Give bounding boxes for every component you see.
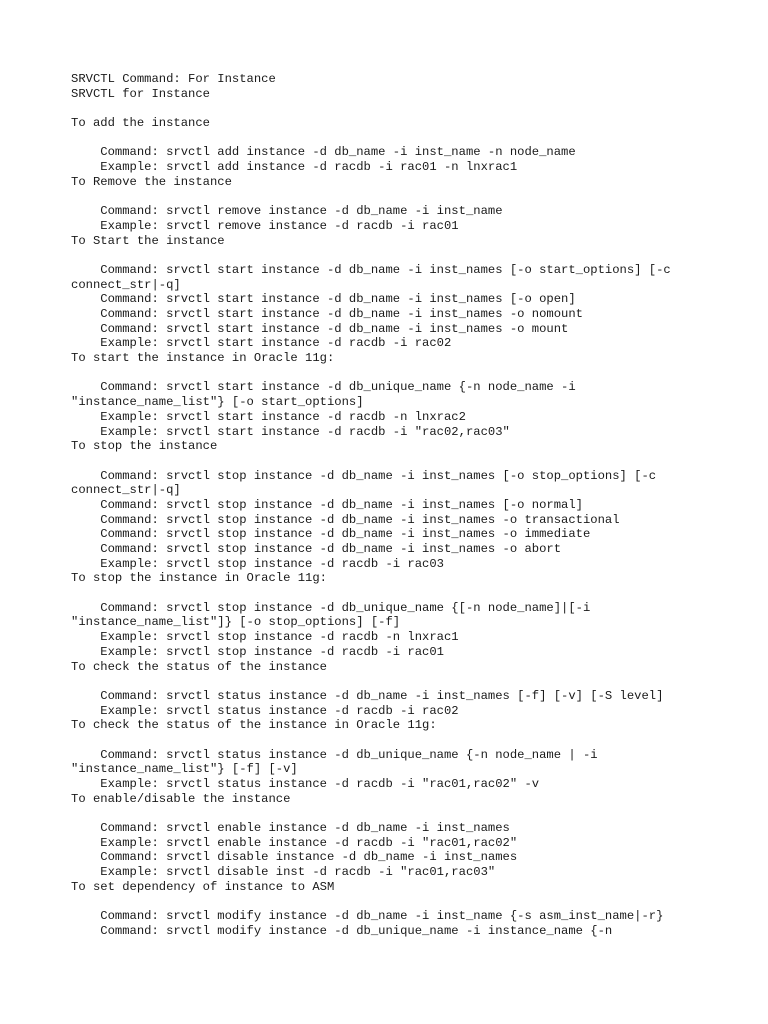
command-line: Command: srvctl stop instance -d db_name -i inst_names [-o normal]	[71, 497, 583, 512]
command-line: Command: srvctl start instance -d db_name -i inst_names [-o open]	[71, 292, 576, 307]
blank-line	[71, 248, 751, 263]
blank-line	[71, 101, 751, 116]
command-continuation-line: "instance_name_list"]} [-o stop_options] [-f]	[71, 615, 401, 630]
example-line: Example: srvctl remove instance -d racdb -i rac01	[71, 218, 459, 233]
command-line: Command: srvctl disable instance -d db_name -i inst_names	[71, 850, 518, 865]
command-line: Command: srvctl start instance -d db_name -i inst_names -o nomount	[71, 307, 583, 321]
section-heading: To stop the instance	[71, 439, 218, 454]
example-line: Example: srvctl stop instance -d racdb -i rac03	[71, 556, 444, 571]
command-line: Command: srvctl enable instance -d db_name -i inst_names	[71, 821, 510, 836]
command-line: Command: srvctl stop instance -d db_name -i inst_names [-o stop_options] [-c	[71, 468, 657, 483]
command-line: Command: srvctl start instance -d db_name -i inst_names [-o start_options] [-c	[71, 262, 671, 277]
section-heading: To enable/disable the instance	[71, 791, 291, 806]
example-line: Example: srvctl disable inst -d racdb -i "rac01,rac03"	[71, 865, 496, 880]
command-continuation-line: "instance_name_list"} [-o start_options]	[71, 395, 364, 410]
document-subtitle: SRVCTL for Instance	[71, 86, 210, 101]
command-line: Command: srvctl stop instance -d db_name -i inst_names -o transactional	[71, 512, 620, 527]
blank-line	[71, 674, 751, 689]
command-line: Command: srvctl stop instance -d db_unique_name {[-n node_name]|[-i	[71, 600, 591, 615]
blank-line	[71, 131, 751, 146]
document-body	[71, 72, 751, 939]
example-line: Example: srvctl enable instance -d racdb -i "rac01,rac02"	[71, 835, 518, 850]
section-heading: To Remove the instance	[71, 174, 232, 189]
document-title: SRVCTL Command: For Instance	[71, 72, 276, 86]
example-line: Example: srvctl stop instance -d racdb -n lnxrac1	[71, 630, 459, 645]
command-line: Command: srvctl add instance -d db_name -i inst_name -n node_name	[71, 145, 576, 160]
example-line: Example: srvctl status instance -d racdb -i rac02	[71, 703, 459, 718]
blank-line	[71, 190, 751, 205]
example-line: Example: srvctl start instance -d racdb -n lnxrac2	[71, 409, 466, 424]
blank-line	[71, 895, 751, 910]
command-continuation-line: connect_str|-q]	[71, 277, 181, 292]
section-heading: To add the instance	[71, 116, 210, 131]
blank-line	[71, 806, 751, 821]
section-heading: To check the status of the instance in Oracle 11g:	[71, 718, 437, 733]
command-line: Command: srvctl start instance -d db_unique_name {-n node_name -i	[71, 380, 576, 395]
section-heading: To check the status of the instance	[71, 659, 327, 674]
command-line: Command: srvctl status instance -d db_name -i inst_names [-f] [-v] [-S level]	[71, 688, 664, 703]
example-line: Example: srvctl status instance -d racdb -i "rac01,rac02" -v	[71, 777, 540, 791]
command-line: Command: srvctl stop instance -d db_name -i inst_names -o abort	[71, 542, 562, 556]
example-line: Example: srvctl start instance -d racdb -i rac02	[71, 336, 452, 351]
example-line: Example: srvctl stop instance -d racdb -i rac01	[71, 644, 444, 659]
command-line: Command: srvctl modify instance -d db_name -i inst_name {-s asm_inst_name|-r}	[71, 909, 664, 924]
section-heading: To set dependency of instance to ASM	[71, 879, 335, 894]
example-line: Example: srvctl start instance -d racdb -i "rac02,rac03"	[71, 424, 510, 439]
command-line: Command: srvctl remove instance -d db_name -i inst_name	[71, 204, 503, 219]
command-line: Command: srvctl status instance -d db_unique_name {-n node_name | -i	[71, 747, 598, 762]
command-continuation-line: connect_str|-q]	[71, 483, 181, 498]
command-continuation-line: "instance_name_list"} [-f] [-v]	[71, 762, 298, 777]
section-heading: To stop the instance in Oracle 11g:	[71, 571, 327, 586]
section-heading: To start the instance in Oracle 11g:	[71, 351, 335, 366]
blank-line	[71, 366, 751, 381]
blank-line	[71, 733, 751, 748]
section-heading: To Start the instance	[71, 233, 225, 248]
command-line: Command: srvctl start instance -d db_name -i inst_names -o mount	[71, 321, 569, 336]
command-line: Command: srvctl stop instance -d db_name -i inst_names -o immediate	[71, 527, 591, 542]
example-line: Example: srvctl add instance -d racdb -i rac01 -n lnxrac1	[71, 160, 518, 175]
blank-line	[71, 454, 751, 469]
command-line: Command: srvctl modify instance -d db_unique_name -i instance_name {-n	[71, 923, 613, 938]
blank-line	[71, 586, 751, 601]
